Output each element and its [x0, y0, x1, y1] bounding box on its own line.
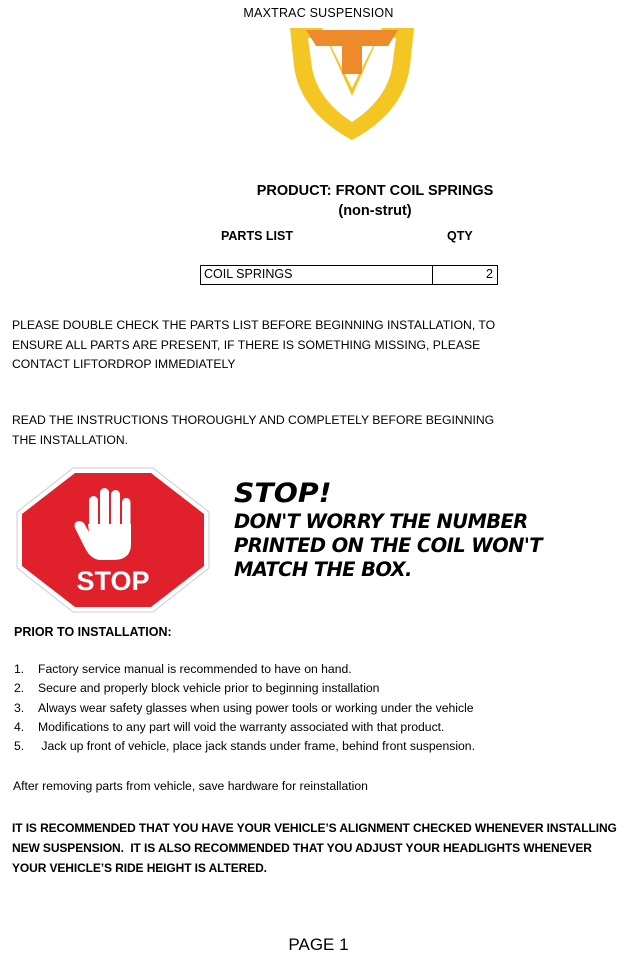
recommendation-line: YOUR VEHICLE’S RIDE HEIGHT IS ALTERED. — [12, 861, 267, 875]
part-qty: 2 — [486, 267, 493, 281]
notice-line: ENSURE ALL PARTS ARE PRESENT, IF THERE IS SOMETHING MISSING, PLEASE — [12, 337, 481, 352]
step-text: Modifications to any part will void the warranty associated with that product. — [38, 719, 445, 734]
step-number: 3. — [14, 700, 25, 715]
list-item — [14, 660, 475, 679]
stop-sign-icon — [15, 466, 211, 614]
list-item — [14, 718, 475, 737]
step-text: Always wear safety glasses when using power tools or working under the vehicle — [38, 700, 474, 715]
stop-line: MATCH THE BOX. — [234, 558, 412, 581]
stop-line: PRINTED ON THE COIL WON'T — [234, 534, 542, 557]
step-text: Factory service manual is recommended to have on hand. — [38, 662, 352, 676]
recommendation-line: NEW SUSPENSION. IT IS ALSO RECOMMENDED THAT YOU ADJUST YOUR HEADLIGHTS WHENEVER — [12, 841, 592, 855]
part-name: COIL SPRINGS — [201, 266, 433, 284]
stop-sign-label: STOP — [76, 566, 150, 596]
list-item — [14, 679, 475, 698]
list-item — [14, 737, 475, 756]
double-check-notice — [12, 316, 612, 375]
step-text: Secure and properly block vehicle prior to beginning installation — [38, 681, 380, 696]
qty-heading: QTY — [447, 229, 473, 243]
brand-name: MAXTRAC SUSPENSION — [243, 6, 394, 20]
stop-warning — [234, 478, 542, 582]
after-removal-note: After removing parts from vehicle, save hardware for reinstallation — [13, 779, 368, 793]
parts-list-heading: PARTS LIST — [221, 229, 293, 243]
step-number: 1. — [14, 662, 25, 676]
notice-line: PLEASE DOUBLE CHECK THE PARTS LIST BEFORE BEGINNING INSTALLATION, TO — [12, 318, 496, 332]
product-title — [150, 181, 600, 221]
product-line-2: (non-strut) — [338, 203, 412, 219]
list-item — [14, 699, 475, 718]
page-number: PAGE 1 — [288, 935, 349, 954]
notice-line: THE INSTALLATION. — [12, 432, 129, 447]
alignment-recommendation — [12, 818, 637, 878]
notice-line: CONTACT LIFTORDROP IMMEDIATELY — [12, 357, 236, 371]
read-instructions-notice — [12, 411, 612, 450]
stop-title: STOP! — [234, 478, 332, 509]
prior-heading: PRIOR TO INSTALLATION: — [14, 625, 172, 639]
step-number: 5. — [14, 739, 25, 754]
stop-line: DON'T WORRY THE NUMBER — [234, 510, 528, 533]
notice-line: READ THE INSTRUCTIONS THOROUGHLY AND COMPLETELY BEFORE BEGINNING — [12, 413, 495, 427]
installation-steps — [14, 660, 475, 756]
step-number: 2. — [14, 681, 25, 696]
maxtrac-logo-icon — [286, 26, 418, 142]
product-line-1: PRODUCT: FRONT COIL SPRINGS — [256, 183, 494, 199]
parts-table-row — [200, 265, 498, 285]
step-number: 4. — [14, 719, 25, 734]
step-text: Jack up front of vehicle, place jack stands under frame, behind front suspension. — [38, 739, 475, 754]
recommendation-line: IT IS RECOMMENDED THAT YOU HAVE YOUR VEHICLE’S ALIGNMENT CHECKED WHENEVER INSTALLING — [12, 821, 617, 835]
